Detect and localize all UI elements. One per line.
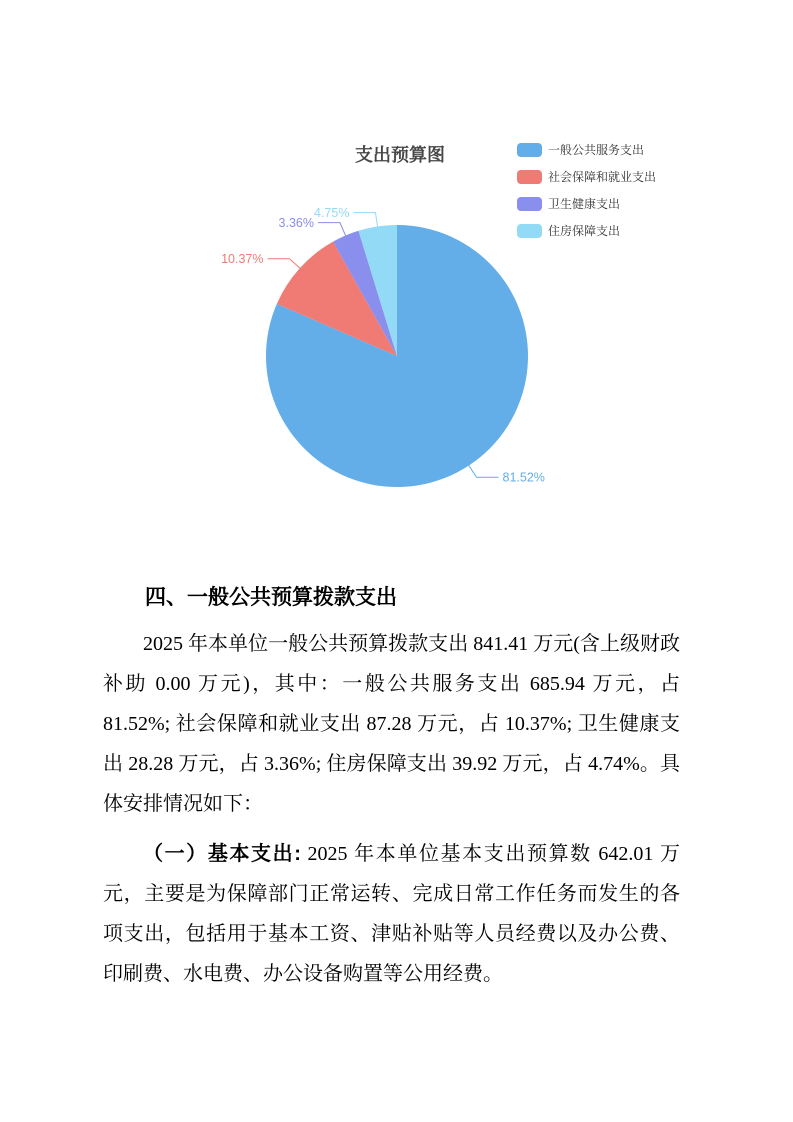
legend-label: 卫生健康支出	[548, 197, 621, 211]
legend-label: 住房保障支出	[548, 224, 621, 238]
expenditure-pie-chart	[0, 0, 793, 560]
pie-percent-label: 10.37%	[221, 252, 264, 267]
pie-label-line	[468, 465, 498, 478]
budget-summary-text: 2025 年本单位一般公共预算拨款支出 841.41 万元(含上级财政补助 0.00 万元)，其中：一般公共服务支出 685.94 万元，占 81.52%; 社会保障和就业支出 87.28 万元，占 10.37%; 卫生健康支出 28.28 万元，占 3.36%; 住房保障支出 39.92 万元，占 4.74%。具体安排情况如下：	[103, 633, 680, 815]
section-heading: 四、一般公共预算拨款支出	[145, 586, 397, 609]
legend-label: 社会保障和就业支出	[548, 170, 657, 184]
pie-percent-label: 81.52%	[502, 470, 545, 485]
paragraph-budget-summary	[103, 624, 680, 824]
pie-label-line	[267, 259, 300, 269]
pie-label-line	[318, 223, 346, 237]
basic-expenditure-lead: （一）基本支出:	[143, 843, 301, 865]
document-body	[103, 578, 680, 994]
paragraph-basic-expenditure	[103, 834, 680, 994]
chart-title: 支出预算图	[355, 145, 445, 165]
legend-label: 一般公共服务支出	[548, 143, 645, 157]
pie-percent-label: 4.75%	[313, 206, 350, 221]
pie-label-line	[353, 213, 377, 228]
pie-chart-svg	[0, 0, 793, 560]
basic-expenditure-text: 2025 年本单位基本支出预算数 642.01 万元，主要是为保障部门正常运转、完成日常工作任务而发生的各项支出，包括用于基本工资、津贴补贴等人员经费以及办公费、印刷费、水电费、办公设备购置等公用经费。	[103, 843, 680, 985]
pie-percent-label: 3.36%	[278, 216, 314, 231]
